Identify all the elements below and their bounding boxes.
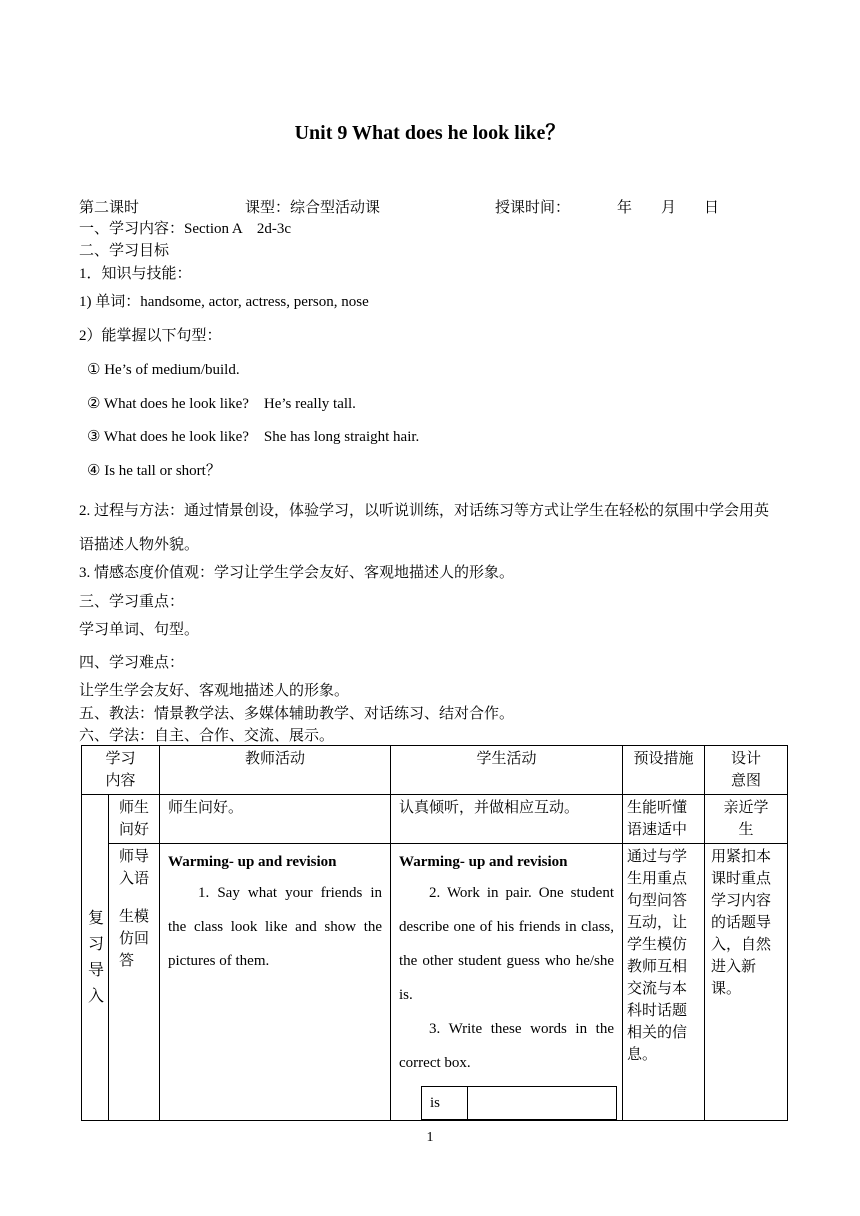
measure-intro: 通过与学生用重点句型问答互动，让学生模仿教师互相交流与本科时话题相关的信息。 [623, 844, 705, 1121]
teacher-activity-warmup [160, 844, 391, 1121]
sub-content-intro [109, 844, 160, 1121]
teacher-greeting: 师生问好。 [160, 795, 391, 844]
sentence-pattern-3: ③ What does he look like? She has long straight hair. [87, 429, 420, 445]
header-content: 学习内容 [82, 746, 160, 795]
learning-goals-heading: 二、学习目标 [79, 243, 170, 259]
lesson-type: 课型：综合型活动课 [245, 200, 381, 216]
student-greeting: 认真倾听，并做相应互动。 [391, 795, 623, 844]
header-student-activity: 学生活动 [391, 746, 623, 795]
emotion-values: 3. 情感态度价值观：学习让学生学会友好、客观地描述人的形象。 [79, 565, 515, 581]
sub-content-student-imitate: 生模仿回答 [119, 909, 150, 969]
design-intro: 用紧扣本课时重点学习内容的话题导入，自然进入新课。 [705, 844, 788, 1121]
teacher-warmup-body: 1. Say what your friends in the class look like and show the pictures of them. [168, 885, 383, 969]
year-label: 年 [617, 200, 633, 216]
process-methods: 2. 过程与方法：通过情景创设，体验学习，以听说训练，对话练习等方式让学生在轻松的氛围中学会用英语描述人物外貌。 [79, 503, 770, 553]
lesson-plan-table [81, 745, 788, 1121]
student-warmup-body: 2. Work in pair. One student describe one of his friends in class, the other student guess who he/she is. 3. Write these words in the correct box. [399, 885, 615, 1071]
table-row [82, 795, 788, 844]
page-number: 1 [426, 1130, 434, 1145]
month-label: 月 [661, 200, 677, 216]
teaching-methods: 五、教法：情景教学法、多媒体辅助教学、对话练习、结对合作。 [79, 706, 515, 722]
header-teacher-activity: 教师活动 [160, 746, 391, 795]
design-greeting: 亲近学生 [705, 795, 788, 844]
lesson-number: 第二课时 [79, 200, 140, 216]
table-header-row [82, 746, 788, 795]
sentence-pattern-1: ① He’s of medium/build. [87, 362, 240, 378]
vocabulary-line: 1) 单词：handsome, actor, actress, person, nose [79, 294, 369, 310]
header-preset-measures: 预设措施 [623, 746, 705, 795]
knowledge-skills-heading: 1．知识与技能： [79, 266, 192, 282]
teacher-warmup-heading: Warming- up and revision [168, 854, 337, 870]
day-label: 日 [704, 200, 720, 216]
learning-methods: 六、学法：自主、合作、交流、展示。 [79, 728, 335, 744]
difficult-points-heading: 四、学习难点： [79, 655, 185, 671]
student-warmup-heading: Warming- up and revision [399, 854, 568, 870]
learning-content: 一、学习内容：Section A 2d-3c [79, 221, 292, 237]
sentence-pattern-4: ④ Is he tall or short？ [87, 463, 221, 479]
word-box-empty-cell [468, 1087, 617, 1120]
key-points-heading: 三、学习重点： [79, 594, 185, 610]
document-title: Unit 9 What does he look like？ [294, 122, 566, 144]
measure-greeting: 生能听懂语速适中 [623, 795, 705, 844]
difficult-points-body: 让学生学会友好、客观地描述人的形象。 [79, 683, 350, 699]
sub-content-teacher-intro: 师导入语 [119, 849, 150, 887]
header-design-intent: 设计意图 [705, 746, 788, 795]
lesson-time-label: 授课时间： [495, 200, 571, 216]
sentence-pattern-2: ② What does he look like? He’s really tall. [87, 396, 356, 412]
student-activity-warmup [391, 844, 623, 1121]
sub-content-greeting: 师生问好 [109, 795, 160, 844]
section-label-review-intro: 复习导入 [82, 795, 109, 1121]
word-box-table [421, 1086, 617, 1120]
key-points-body: 学习单词、句型。 [79, 622, 200, 638]
sentence-patterns-heading: 2）能掌握以下句型： [79, 328, 222, 344]
table-row [82, 844, 788, 1121]
word-box-cell: is [422, 1087, 468, 1120]
